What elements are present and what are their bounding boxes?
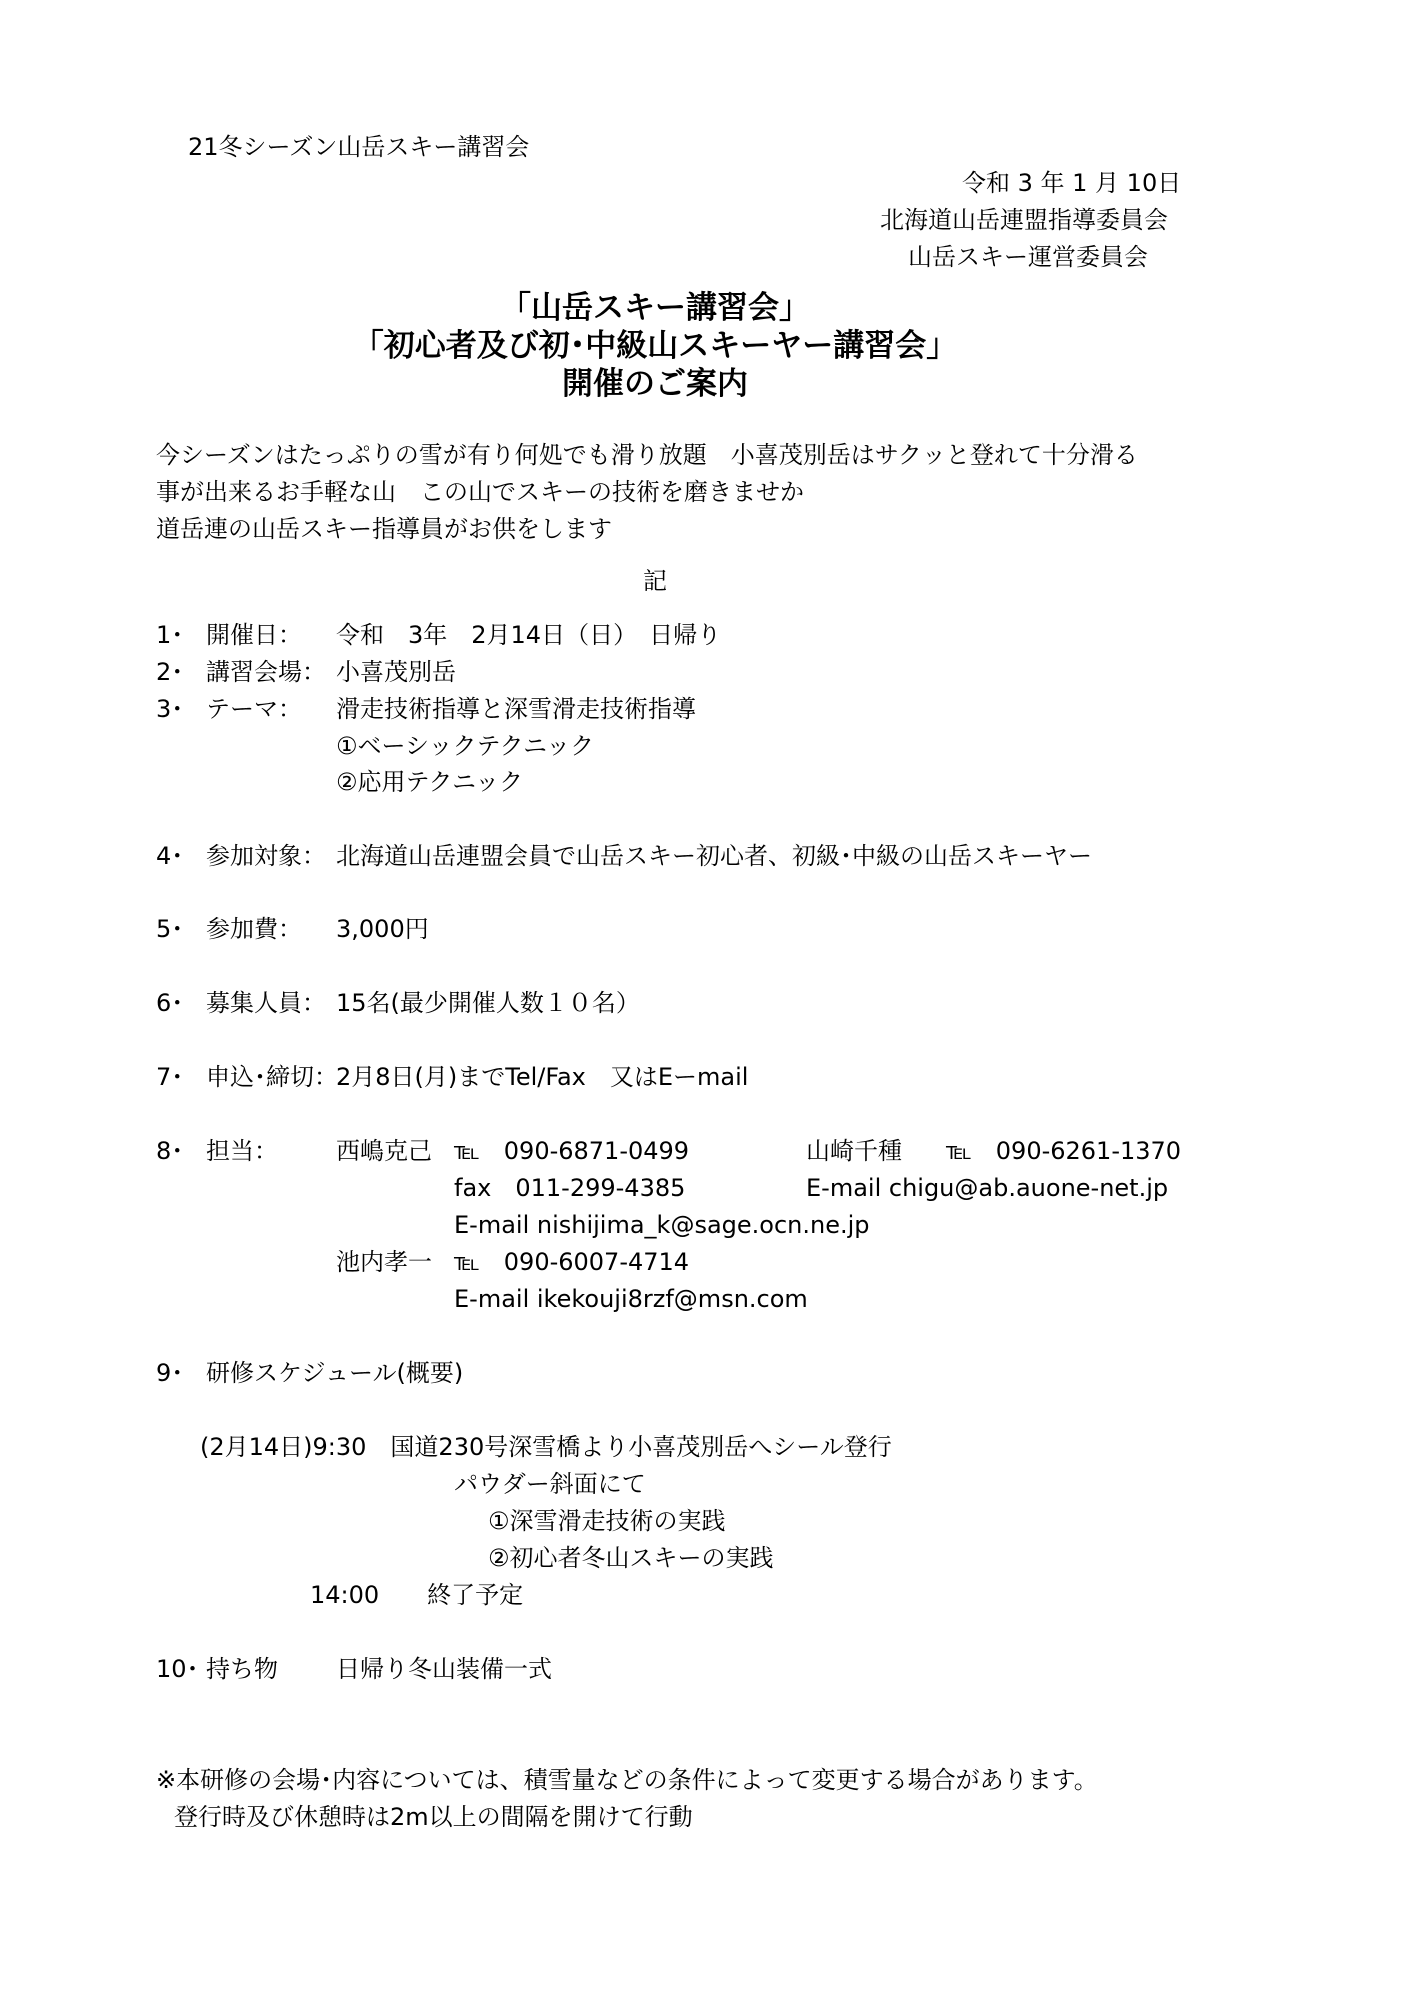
organization-1: 北海道山岳連盟指導委員会: [880, 206, 1168, 234]
issue-date: 令和 3 年 1 月 10日: [962, 169, 1182, 197]
event-label: 21冬シーズン山岳スキー講習会: [188, 133, 530, 161]
item-label: 開催日：: [206, 621, 302, 649]
item-number: 2･: [156, 658, 184, 686]
item-number: 10･: [156, 1655, 199, 1683]
schedule-line: ①深雪滑走技術の実践: [488, 1507, 726, 1535]
item-value: 2月8日(月)までTel/Fax 又はEーmail: [336, 1063, 749, 1091]
item-label: 講習会場：: [206, 658, 326, 686]
contact-tel: ℡ 090-6007-4714: [454, 1248, 690, 1276]
item-value: 小喜茂別岳: [336, 658, 456, 686]
contact-tel: ℡ 090-6871-0499: [454, 1137, 690, 1165]
item-label: 申込･締切：: [206, 1063, 338, 1091]
schedule-line: ②初心者冬山スキーの実践: [488, 1544, 774, 1572]
item-number: 7･: [156, 1063, 184, 1091]
intro-line-2: 事が出来るお手軽な山 この山でスキーの技術を磨きませか: [156, 478, 804, 506]
title-line-3: 開催のご案内: [562, 366, 748, 402]
item-number: 8･: [156, 1137, 184, 1165]
contact-name: 山崎千種: [806, 1137, 902, 1165]
contact-name: 西嶋克己: [336, 1137, 432, 1165]
schedule-label: 研修スケジュール(概要): [206, 1359, 464, 1387]
item-number: 9･: [156, 1359, 184, 1387]
title-line-2: 「初心者及び初･中級山スキーヤー講習会」: [352, 328, 958, 364]
schedule-line: (2月14日)9:30 国道230号深雪橋より小喜茂別岳へシール登行: [200, 1433, 892, 1461]
item-value: 滑走技術指導と深雪滑走技術指導: [336, 695, 696, 723]
schedule-end: 14:00 終了予定: [310, 1581, 524, 1609]
contact-tel: ℡ 090-6261-1370: [946, 1137, 1182, 1165]
contact-email: E-mail chigu@ab.auone-net.jp: [806, 1174, 1169, 1202]
item-label: 参加費：: [206, 915, 302, 943]
title-line-1: 「山岳スキー講習会」: [500, 290, 810, 326]
item-value: 15名(最少開催人数１０名）: [336, 989, 640, 1017]
note-line-2: 登行時及び休憩時は2m以上の間隔を開けて行動: [174, 1803, 693, 1831]
ki-heading: 記: [643, 567, 667, 595]
intro-line-3: 道岳連の山岳スキー指導員がお供をします: [156, 515, 612, 543]
item-value: 3,000円: [336, 915, 429, 943]
intro-line-1: 今シーズンはたっぷりの雪が有り何処でも滑り放題 小喜茂別岳はサクッと登れて十分滑る: [156, 441, 1138, 469]
schedule-line: パウダー斜面にて: [454, 1470, 646, 1498]
item-label: 参加対象：: [206, 842, 326, 870]
contact-fax: fax 011-299-4385: [454, 1174, 686, 1202]
contact-name: 池内孝一: [336, 1248, 432, 1276]
organization-2: 山岳スキー運営委員会: [908, 243, 1148, 271]
contact-email: E-mail ikekouji8rzf@msn.com: [454, 1285, 808, 1313]
item-value: 北海道山岳連盟会員で山岳スキー初心者、初級･中級の山岳スキーヤー: [336, 842, 1092, 870]
theme-sub-1: ①ベーシックテクニック: [336, 732, 595, 760]
item-label: テーマ：: [206, 695, 302, 723]
theme-sub-2: ②応用テクニック: [336, 768, 524, 796]
item-value: 令和 3年 2月14日（日） 日帰り: [336, 621, 722, 649]
note-line-1: ※本研修の会場･内容については、積雪量などの条件によって変更する場合があります。: [156, 1766, 1098, 1794]
item-value: 日帰り冬山装備一式: [336, 1655, 552, 1683]
item-number: 1･: [156, 621, 184, 649]
item-number: 5･: [156, 915, 184, 943]
item-label: 担当：: [206, 1137, 278, 1165]
item-label: 持ち物: [206, 1655, 278, 1683]
contact-email: E-mail nishijima_k@sage.ocn.ne.jp: [454, 1211, 870, 1239]
item-number: 4･: [156, 842, 184, 870]
item-label: 募集人員：: [206, 989, 326, 1017]
item-number: 6･: [156, 989, 184, 1017]
item-number: 3･: [156, 695, 184, 723]
